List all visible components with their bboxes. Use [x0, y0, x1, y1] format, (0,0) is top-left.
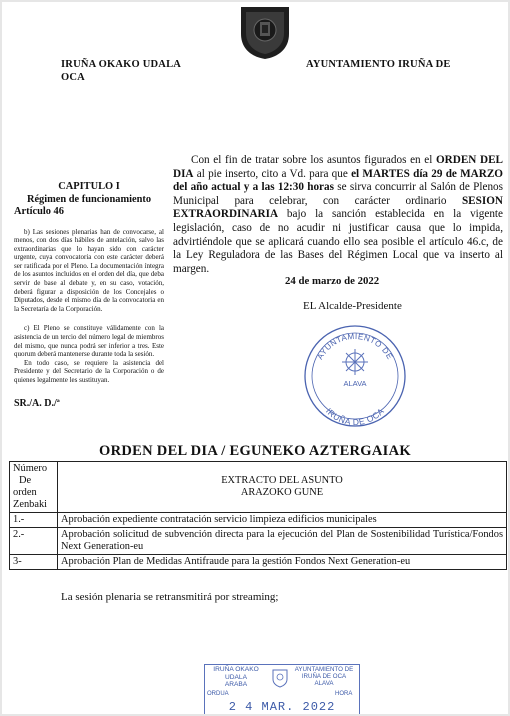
table-row	[10, 555, 507, 570]
seal-mid-text: ALAVA	[343, 379, 367, 388]
meeting-datetime: el MARTES día 29 de MARZO del año actual y a las 12:30 horas	[173, 167, 503, 194]
stamp-left-line: ARABA	[224, 681, 248, 689]
stamp-left-block	[207, 666, 265, 689]
article-heading: Artículo 46	[14, 206, 64, 217]
agenda-item-text: Aprobación solicitud de subvención directa para la ejecución del Plan de Sostenibilidad Turística/Fondos Next Generation-eu	[58, 528, 507, 555]
agenda-item-text: Aprobación Plan de Medidas Antifraude para la gestión Fondos Next Generation-eu	[58, 555, 507, 570]
paragraph-d: En todo caso, se requiere la asistencia del Presidente y del Secretario de la Corporación o de quienes legalmente les sustituyan.	[14, 358, 164, 384]
signer-title: EL Alcalde-Presidente	[303, 300, 402, 312]
text-segment: bajo la sanción establecida en la vigente legislación, caso de no acudir ni justificar causa que lo impida, advirtiéndole que se aplicará cuando ello sea posible el artículo 46.c, de la Ley Reguladora de las Bases del Régimen Local que va inserto al margen.	[173, 208, 503, 275]
stamp-right-line: IRUÑA DE OCA	[301, 673, 347, 681]
stamp-left-line: IRUÑA OKAKO	[213, 666, 259, 673]
text-segment: se sirva concurrir al Salón de Plenos Municipal para celebrar, con carácter ordinario	[173, 181, 503, 207]
agenda-table	[9, 461, 507, 570]
agenda-item-text: Aprobación expediente contratación servicio limpieza edificios municipales	[58, 513, 507, 528]
agenda-item-number: 1.-	[10, 513, 58, 528]
entry-stamp	[204, 664, 360, 714]
session-type: SESION EXTRAORDINARIA	[173, 194, 503, 221]
text-segment: al pie inserto, cito a Vd. para que	[193, 167, 352, 180]
regime-title: Régimen de funcionamiento	[26, 193, 152, 205]
stamp-right-block	[293, 666, 355, 688]
svg-text:IRUÑA DE OCA	[324, 406, 386, 427]
number-header-line: Zenbaki	[13, 499, 48, 510]
extract-header-cell	[58, 462, 507, 513]
convocation-text	[173, 154, 503, 276]
agenda-item-number: 2.-	[10, 528, 58, 555]
stamp-right-line: AYUNTAMIENTO DE	[294, 666, 354, 673]
header-left	[61, 59, 181, 83]
extract-header-line1: EXTRACTO DEL ASUNTO	[221, 475, 343, 486]
extract-header-line2: ARAZOKO GUNE	[240, 487, 324, 498]
municipal-seal	[302, 320, 408, 432]
legal-aside	[14, 181, 164, 409]
table-row	[10, 513, 507, 528]
stamp-date: 2 4 MAR. 2022	[228, 700, 336, 714]
coat-of-arms-icon	[238, 4, 292, 60]
paragraph-c: c) El Pleno se constituye válidamente con la asistencia de un tercio del número legal de miembros del mismo, que nunca podrá ser inferior a tres. Este quorum deberá mantenerse durante toda la sesión.	[14, 324, 164, 359]
stamp-orduak-label: ORDUA	[207, 691, 229, 697]
agenda-item-number: 3-	[10, 555, 58, 570]
number-header-line: Número	[13, 463, 48, 474]
header-left-line1: IRUÑA OKAKO UDALA	[61, 59, 182, 70]
text-segment: Con el fin de tratar sobre los asuntos figurados en el	[191, 154, 436, 166]
stamp-crest-icon	[271, 668, 289, 688]
table-row	[10, 528, 507, 555]
recipient-label: SR./A. D./ª	[14, 397, 60, 409]
number-header-cell	[10, 462, 58, 513]
seal-bottom-text: IRUÑA DE OCA	[323, 405, 387, 428]
stamp-left-line: UDALA	[225, 673, 247, 681]
document-date: 24 de marzo de 2022	[285, 275, 380, 287]
agenda-title: ORDEN DEL DIA / EGUNEKO AZTERGAIAK	[99, 443, 411, 459]
chapter-heading: CAPITULO I	[58, 181, 120, 192]
header-right: AYUNTAMIENTO IRUÑA DE	[306, 59, 451, 70]
number-header-line: orden	[13, 487, 37, 498]
stamp-right-line: ALAVA	[314, 680, 334, 688]
agenda-header-row	[10, 462, 507, 513]
text-emphasis: ORDEN DEL DIA	[173, 154, 504, 180]
seal-emblem-icon	[342, 349, 368, 375]
paragraph-b: b) Las sesiones plenarias han de convocarse, al menos, con dos días hábiles de antelación, salvo las extraordinarias que lo hayan sido con carácter urgente, cuya convocatoria con este carácter deberá ser ratificada por el Pleno. La documentación íntegra de los asuntos incluidos en el orden del día, que deba servir de base al debate y, en su caso, votación, deberá figurar a disposición de los Concejales o Diputados, desde el mismo día de la convocatoria en la Secretaría de la Corporación.	[14, 227, 164, 313]
document-page	[2, 2, 508, 714]
header-left-line2: OCA	[61, 72, 85, 83]
number-header-line: De	[19, 475, 32, 486]
stamp-hora-label: HORA	[335, 691, 353, 697]
streaming-note: La sesión plenaria se retransmitirá por streaming;	[61, 591, 279, 603]
seal-top-text: AYUNTAMIENTO DE	[315, 331, 395, 362]
